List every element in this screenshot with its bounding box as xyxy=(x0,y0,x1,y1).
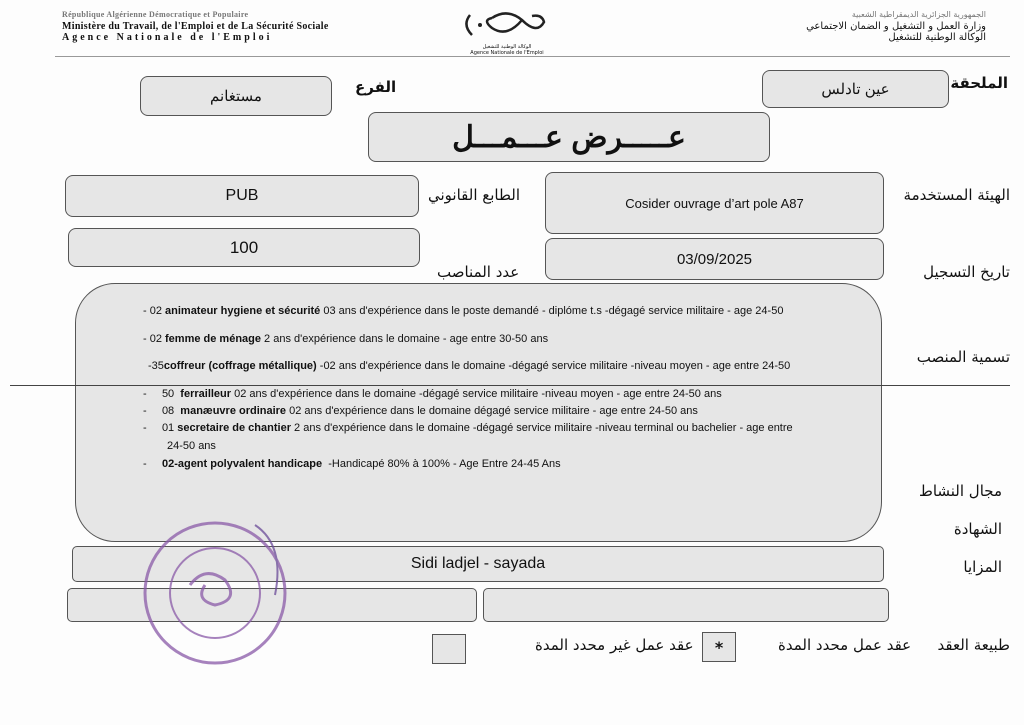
post-item: - 02 femme de ménage 2 ans d'expérience dans le domaine - age entre 30-50 ans xyxy=(143,333,549,345)
employer-label: الهيئة المستخدمة xyxy=(903,186,1010,204)
header-fr-agency: Agence Nationale de l'Emploi xyxy=(62,32,273,43)
post-item: -35coffreur (coffrage métallique) -02 ans d'expérience dans le domaine -dégagé service militaire -niveau moyen - age entre 24-50 xyxy=(148,360,791,372)
activity-label: مجال النشاط xyxy=(918,482,1002,500)
logo-caption-fr: Agence Nationale de l'Emploi xyxy=(470,50,544,56)
post-item: - 01 secretaire de chantier 2 ans d'expérience dans le domaine -dégagé service militaire -niveau terminal ou bachelier - age entre xyxy=(143,422,793,434)
post-item: - 50 ferrailleur 02 ans d'expérience dans le domaine -dégagé service militaire -niveau moyen - age entre 24-50 ans xyxy=(143,388,722,400)
legal-status-label: الطابع القانوني xyxy=(428,186,521,204)
empty-field-right xyxy=(483,588,889,622)
page-title: عـــــرض عـــمـــل xyxy=(368,112,770,162)
anem-logo xyxy=(462,10,552,56)
positions-count-field: 100 xyxy=(68,228,420,267)
diploma-label: الشهادة xyxy=(953,520,1002,538)
scan-fold-line xyxy=(10,385,1010,386)
header-ar-ministry: وزارة العمل و التشغيل و الضمان الاجتماعي xyxy=(806,21,986,32)
registration-date-field: 03/09/2025 xyxy=(545,238,884,280)
cdd-label: عقد عمل محدد المدة xyxy=(778,636,912,654)
header-fr-ministry: Ministère du Travail, de l'Emploi et de La Sécurité Sociale xyxy=(62,21,329,32)
legal-status-field: PUB xyxy=(65,175,419,217)
header-fr-republic: République Algérienne Démocratique et Populaire xyxy=(62,10,249,19)
branch-label: الفرع xyxy=(355,78,397,96)
annex-field: عين تادلس xyxy=(762,70,949,108)
post-title-label: تسمية المنصب xyxy=(916,348,1010,366)
header-divider xyxy=(55,56,1010,57)
post-item: - 08 manæuvre ordinaire 02 ans d'expérience dans le domaine dégagé service militaire - age entre 24-50 ans xyxy=(143,405,698,417)
post-item: - 02-agent polyvalent handicape -Handicapé 80% à 100% - Age Entre 24-45 Ans xyxy=(143,458,561,470)
header-ar-agency: الوكالة الوطنية للتشغيل xyxy=(888,32,986,43)
cdi-label: عقد عمل غير محدد المدة xyxy=(535,636,694,654)
annex-label: الملحقة xyxy=(950,74,1008,92)
positions-count-label: عدد المناصب xyxy=(437,263,520,281)
cdi-checkbox xyxy=(432,634,466,664)
benefits-field: Sidi ladjel - sayada xyxy=(72,546,884,582)
official-stamp-icon xyxy=(135,505,305,675)
post-item: - 02 animateur hygiene et sécurité 03 ans d'expérience dans le poste demandé - diplóme t.s -dégagé service militaire - age 24-50 xyxy=(143,305,784,317)
employer-field: Cosider ouvrage d’art pole A87 xyxy=(545,172,884,234)
header-ar-republic: الجمهورية الجزائرية الديمقراطية الشعبية xyxy=(851,10,986,19)
contract-type-label: طبيعة العقد xyxy=(937,636,1010,654)
registration-date-label: تاريخ التسجيل xyxy=(923,263,1010,281)
post-item-continuation: 24-50 ans xyxy=(167,440,216,452)
cdd-checkbox: * xyxy=(702,632,736,662)
branch-field: مستغانم xyxy=(140,76,332,116)
logo-caption-ar: الوكالة الوطنية للتشغيل xyxy=(482,44,532,50)
benefits-label: المزايا xyxy=(963,558,1002,576)
logo-icon xyxy=(462,10,552,40)
